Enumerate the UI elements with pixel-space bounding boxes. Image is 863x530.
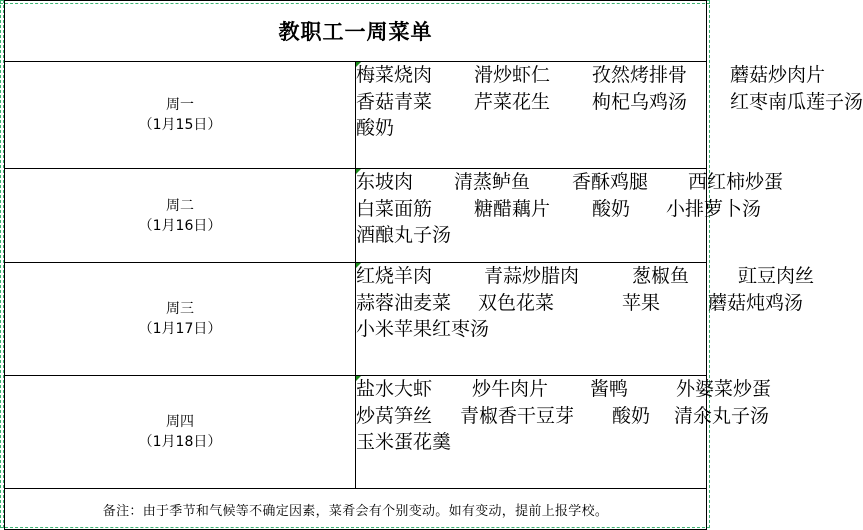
dish-line [356, 62, 826, 89]
dish-item: 芹菜花生 [474, 90, 551, 113]
day-date: （1月18日） [138, 434, 222, 450]
menu-table [4, 0, 863, 530]
dish-item: 蘑菇炒肉片 [730, 64, 826, 86]
day-row [5, 62, 707, 169]
dish-item: 小排萝卜汤 [666, 197, 762, 220]
dish-item: 酒酿丸子汤 [356, 224, 452, 246]
dish-line [356, 169, 784, 196]
dish-item: 清蒸鲈鱼 [454, 171, 531, 193]
dish-item: 孜然烤排骨 [592, 64, 688, 86]
dish-item: 青蒜炒腊肉 [484, 265, 580, 287]
dish-item: 东坡肉 [356, 171, 414, 193]
dish-item: 葱椒鱼 [632, 265, 690, 287]
dish-item: 枸杞乌鸡汤 [592, 90, 688, 113]
dish-item: 外婆菜炒蛋 [676, 378, 772, 400]
dish-item: 酸奶 [612, 404, 651, 427]
day-name: 周四 [166, 414, 194, 430]
footnote: 备注：由于季节和气候等不确定因素，菜肴会有个别变动。如有变动，提前上报学校。 [5, 489, 707, 530]
menu-title: 教职工一周菜单 [5, 1, 707, 62]
day-name: 周一 [166, 97, 194, 113]
dish-line [356, 403, 770, 430]
dish-line [356, 115, 706, 142]
dish-line [356, 196, 762, 223]
dish-item: 香酥鸡腿 [572, 171, 649, 193]
day-cell [5, 62, 356, 169]
day-cell [5, 263, 356, 376]
dish-item: 蘑菇炖鸡汤 [708, 291, 804, 314]
day-cell [5, 169, 356, 263]
dish-item: 蒜蓉油麦菜 [356, 291, 452, 314]
dishes-cell [356, 263, 815, 376]
dish-item: 酸奶 [356, 117, 395, 139]
dish-item: 红枣南瓜莲子汤 [730, 90, 863, 113]
dish-line [356, 376, 772, 403]
dish-item: 小米苹果红枣汤 [356, 318, 490, 340]
dishes-cell [356, 62, 863, 169]
dish-item: 青椒香干豆芽 [460, 404, 575, 427]
day-cell [5, 376, 356, 489]
dish-item: 西红柿炒蛋 [688, 171, 784, 193]
dish-item: 玉米蛋花羹 [356, 431, 452, 453]
day-date: （1月15日） [138, 117, 222, 133]
dish-item: 炒莴笋丝 [356, 404, 433, 427]
dish-item: 香菇青菜 [356, 90, 433, 113]
dish-item: 梅菜烧肉 [356, 64, 433, 86]
dish-line [356, 222, 706, 249]
dish-item: 红烧羊肉 [356, 265, 433, 287]
dish-item: 酸奶 [592, 197, 631, 220]
dishes-cell [356, 169, 784, 263]
day-row [5, 263, 707, 376]
dish-line [356, 89, 863, 116]
dish-item: 豇豆肉丝 [738, 265, 815, 287]
dish-line [356, 263, 815, 290]
day-name: 周三 [166, 301, 194, 317]
dish-line [356, 429, 706, 456]
dish-item: 炒牛肉片 [472, 378, 549, 400]
dish-item: 白菜面筋 [356, 197, 433, 220]
dish-item: 糖醋藕片 [474, 197, 551, 220]
dish-line [356, 290, 804, 317]
dish-item: 酱鸭 [590, 378, 629, 400]
day-row [5, 376, 707, 489]
dish-item: 滑炒虾仁 [474, 64, 551, 86]
day-date: （1月17日） [138, 321, 222, 337]
day-row [5, 169, 707, 263]
dishes-cell [356, 376, 772, 489]
day-date: （1月16日） [138, 217, 222, 234]
dish-item: 双色花菜 [478, 291, 555, 314]
dish-line [356, 316, 706, 343]
dish-item: 苹果 [622, 291, 661, 314]
day-name: 周二 [166, 197, 194, 214]
dish-item: 清氽丸子汤 [674, 404, 770, 427]
dish-item: 盐水大虾 [356, 378, 433, 400]
